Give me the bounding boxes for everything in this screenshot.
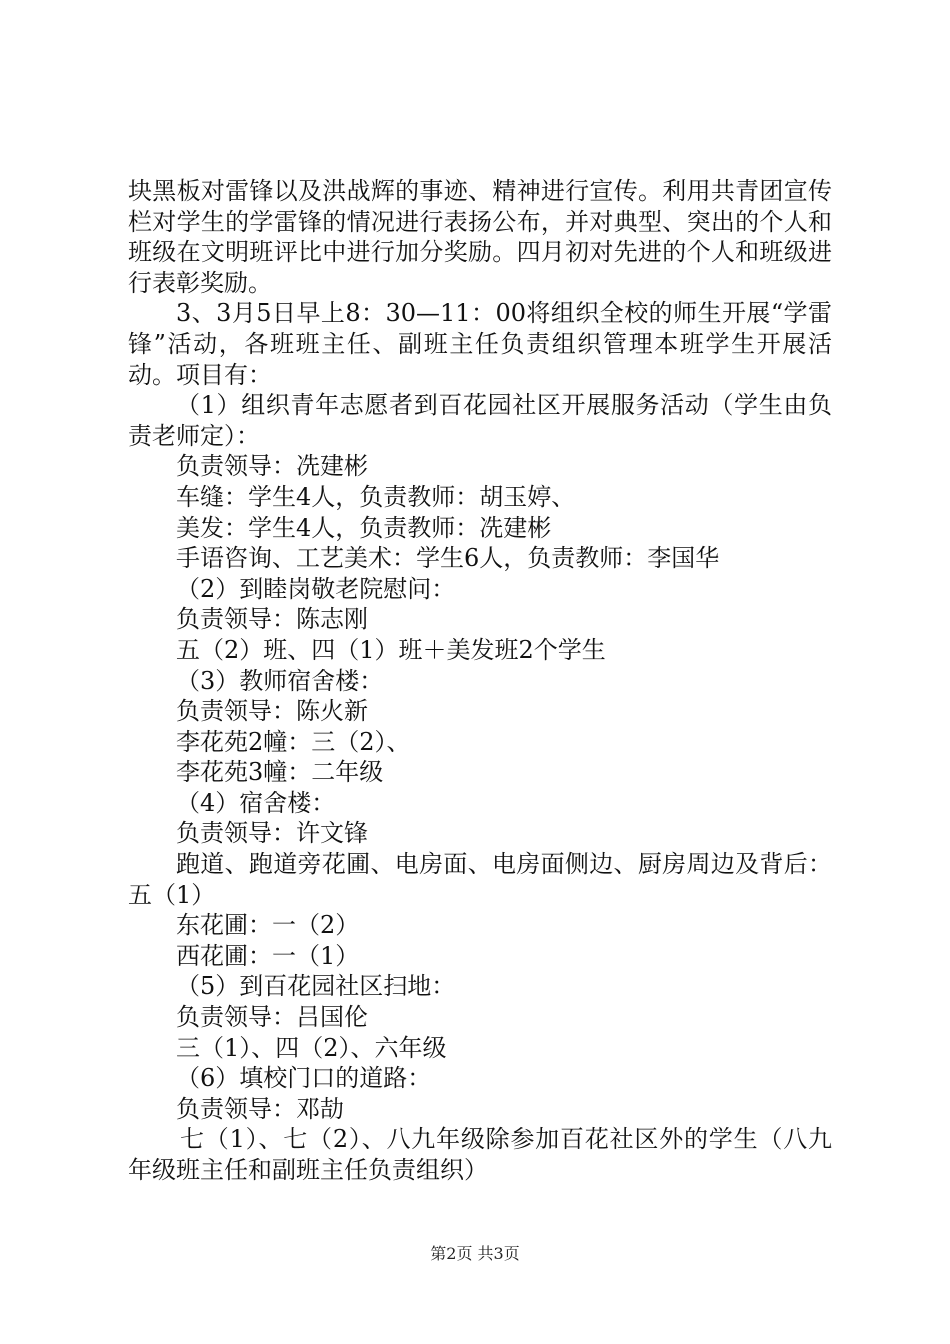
- paragraph-item-1-hairdressing: 美发：学生4人，负责教师：冼建彬: [176, 513, 552, 542]
- paragraph-item-6-heading: （6）填校门口的道路：: [176, 1064, 432, 1093]
- paragraph-publicity: 块黑板对雷锋以及洪战辉的事迹、精神进行宣传。利用共青团宣传栏对学生的学雷锋的情况进行表扬公布，并对典型、突出的个人和班级在文明班评比中进行加分奖励。四月初对先进的个人和班级进行表彰奖励。: [128, 177, 832, 297]
- paragraph-item-3-heading: （3）教师宿舍楼：: [176, 666, 384, 695]
- paragraph-item-6-leader: 负责领导：邓劼: [176, 1094, 344, 1123]
- paragraph-item-1-heading: （1）组织青年志愿者到百花园社区开展服务活动（学生由负责老师定）：: [128, 391, 832, 450]
- page-number-label: 第2页 共3页: [430, 1244, 520, 1263]
- paragraph-activity-intro: 3、3月5日早上8：30—11：00将组织全校的师生开展“学雷锋”活动，各班班主任、副班主任负责组织管理本班学生开展活动。项目有：: [128, 299, 832, 389]
- paragraph-item-3-building-2: 李花苑2幢：三（2）、: [176, 727, 411, 756]
- paragraph-item-4-west-garden: 西花圃：一（1）: [176, 941, 360, 970]
- paragraph-item-1-sewing: 车缝：学生4人，负责教师：胡玉婷、: [176, 482, 576, 511]
- paragraph-item-2-heading: （2）到睦岗敬老院慰问：: [176, 574, 456, 603]
- paragraph-item-5-classes: 三（1）、四（2）、六年级: [176, 1033, 447, 1062]
- paragraph-item-2-leader: 负责领导：陈志刚: [176, 605, 368, 634]
- page-footer: [0, 1244, 950, 1264]
- paragraph-item-4-heading: （4）宿舍楼：: [176, 788, 336, 817]
- paragraph-item-3-leader: 负责领导：陈火新: [176, 697, 368, 726]
- paragraph-item-5-heading: （5）到百花园社区扫地：: [176, 972, 456, 1001]
- paragraph-item-5-leader: 负责领导：吕国伦: [176, 1003, 368, 1032]
- paragraph-item-1-sign-language: 手语咨询、工艺美术：学生6人，负责教师：李国华: [176, 544, 720, 573]
- paragraph-item-3-building-3: 李花苑3幢：二年级: [176, 758, 384, 787]
- paragraph-item-4-east-garden: 东花圃：一（2）: [176, 911, 360, 940]
- paragraph-item-2-classes: 五（2）班、四（1）班＋美发班2个学生: [176, 635, 606, 664]
- document-body: [128, 176, 832, 1186]
- paragraph-item-6-classes: 七（1）、七（2）、八九年级除参加百花社区外的学生（八九年级班主任和副班主任负责组织）: [128, 1125, 832, 1184]
- paragraph-item-1-leader: 负责领导：冼建彬: [176, 452, 368, 481]
- paragraph-item-4-track: 跑道、跑道旁花圃、电房面、电房面侧边、厨房周边及背后：五（1）: [128, 850, 832, 909]
- paragraph-item-4-leader: 负责领导：许文锋: [176, 819, 368, 848]
